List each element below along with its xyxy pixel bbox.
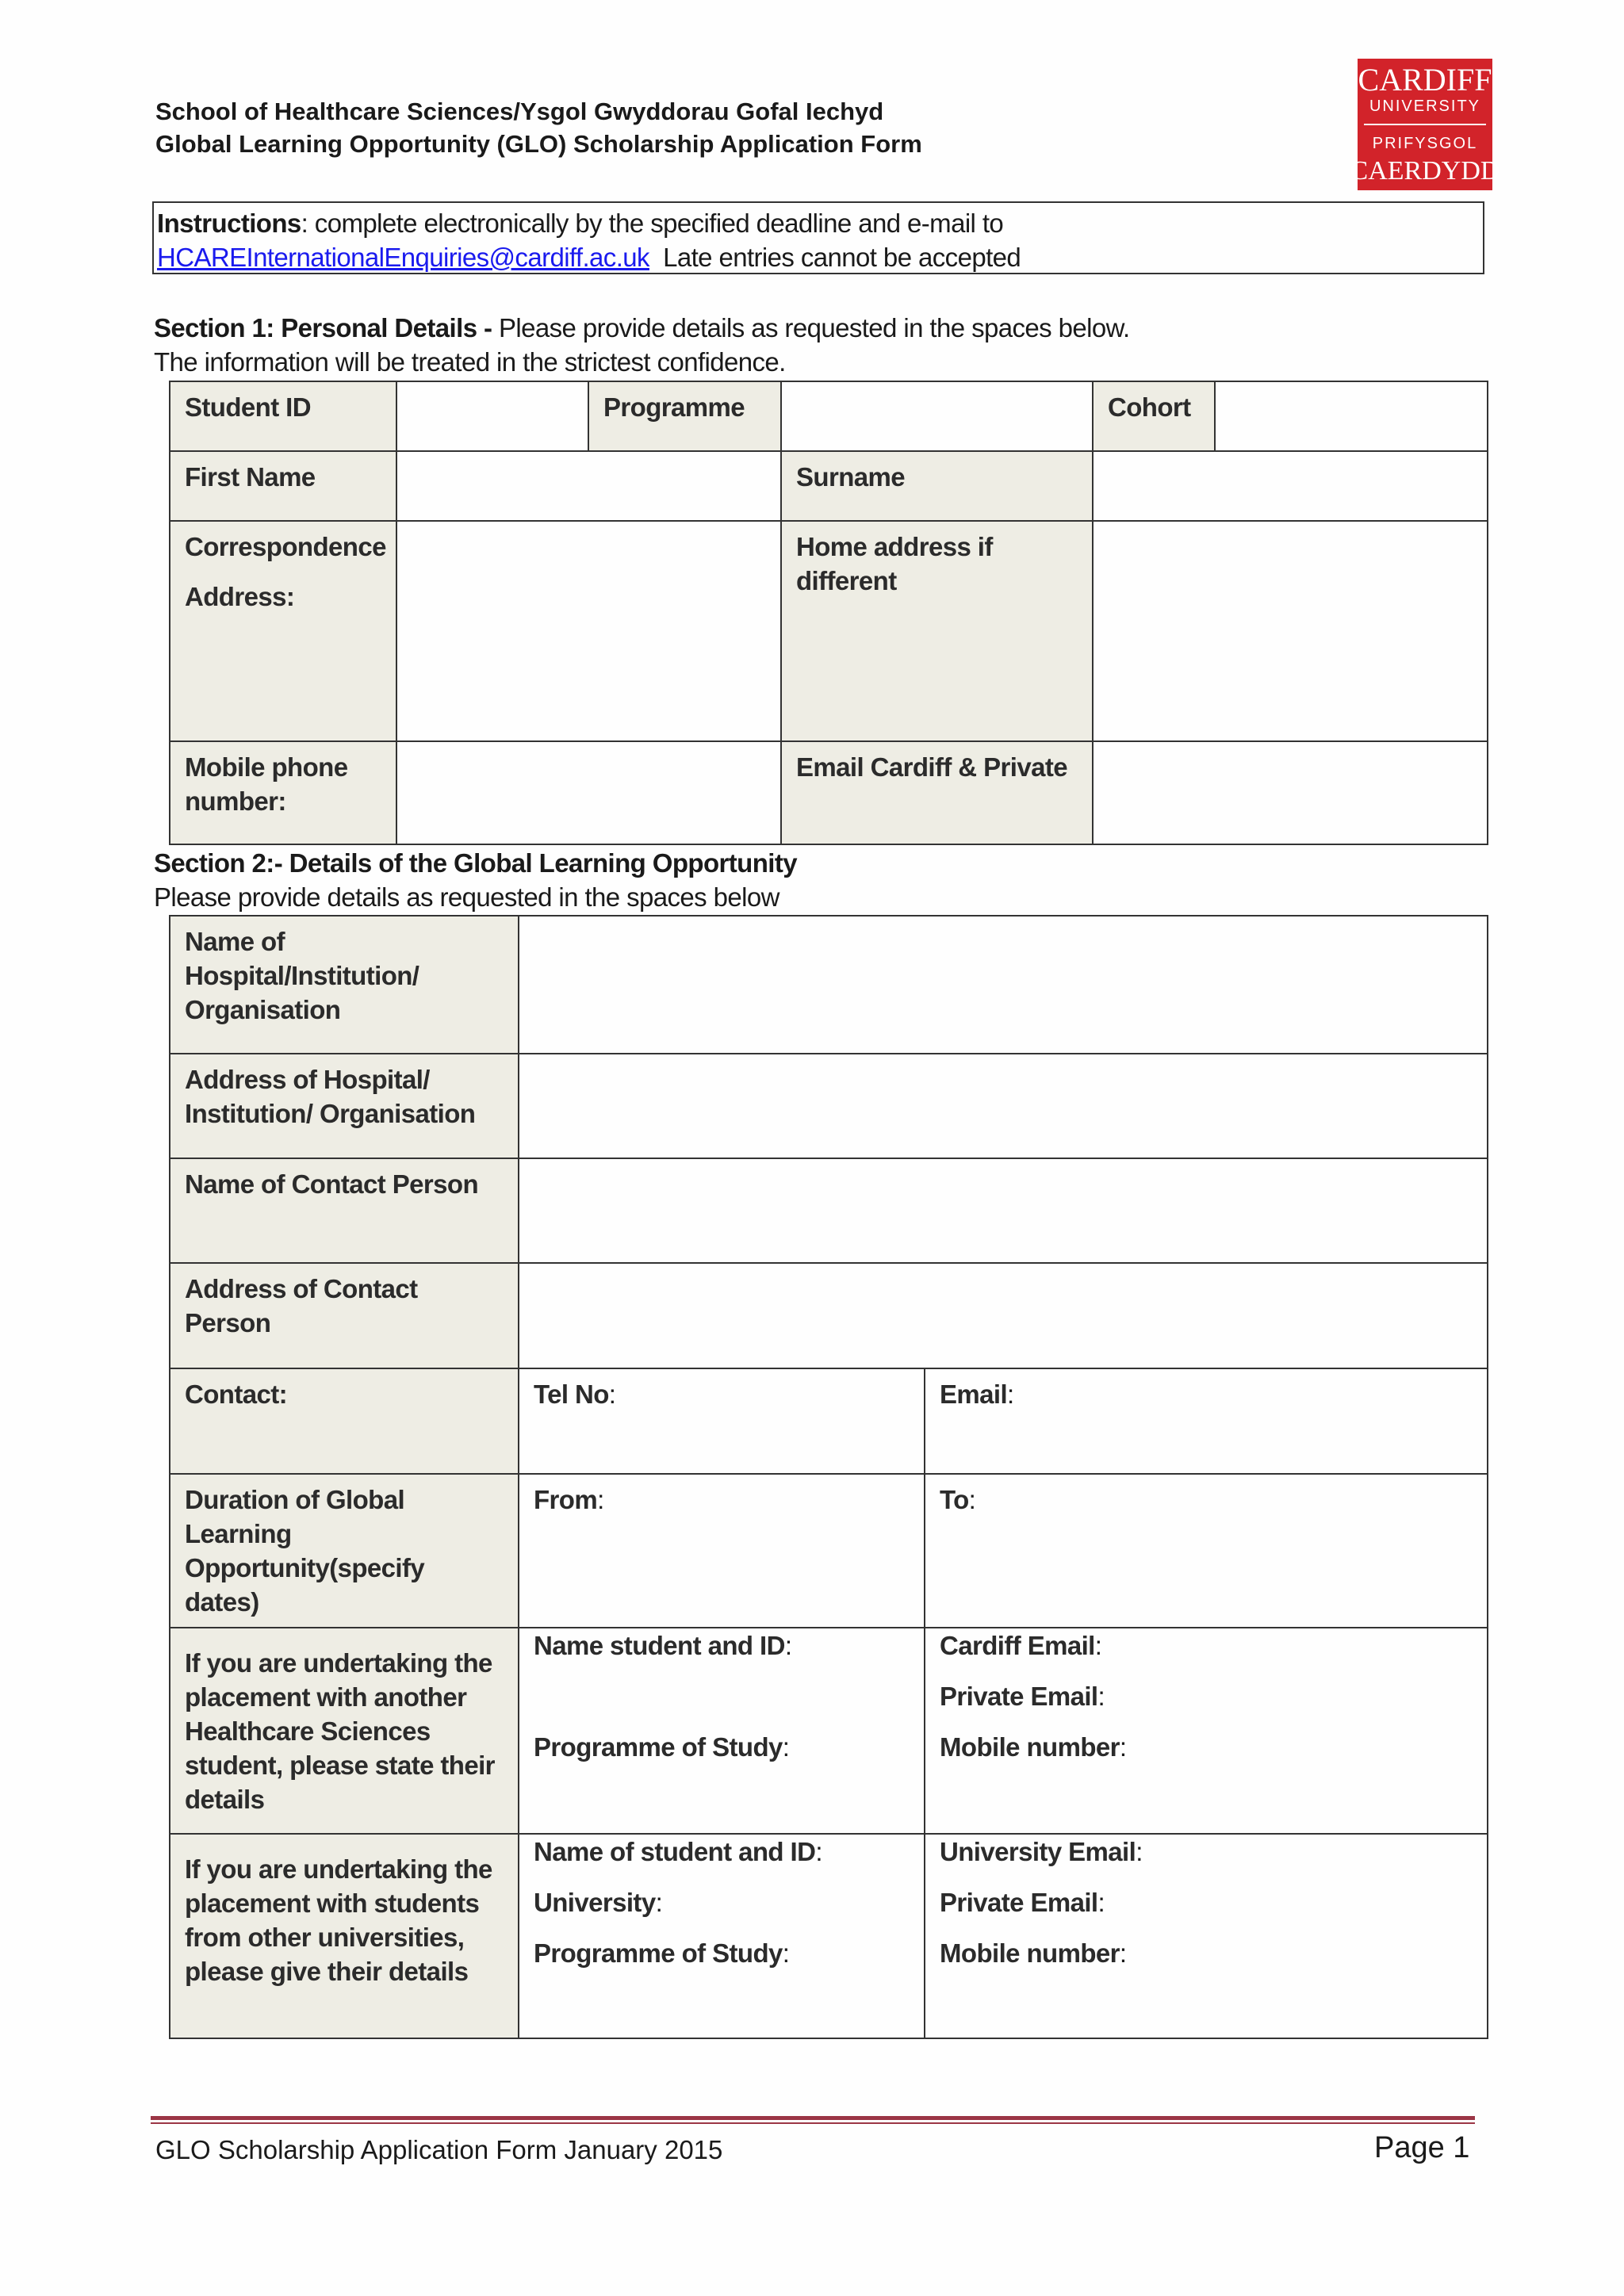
contact-person-address-label: Address of Contact Person	[170, 1263, 519, 1368]
mobile-number-label: Mobile number	[940, 1732, 1120, 1762]
organisation-address-label: Address of Hospital/ Institution/ Organisation	[170, 1054, 519, 1158]
other-university-label: If you are undertaking the placement with students from other universities, please give their details	[170, 1834, 519, 2038]
surname-label: Surname	[781, 451, 1093, 521]
school-title: School of Healthcare Sciences/Ysgol Gwyddorau Gofal Iechyd	[155, 98, 884, 125]
tel-no-label: Tel No	[534, 1380, 609, 1409]
organisation-address-field[interactable]	[519, 1054, 1488, 1158]
student-id-field[interactable]	[396, 381, 588, 451]
duration-label: Duration of Global Learning Opportunity(specify dates)	[170, 1474, 519, 1628]
footer-rule	[151, 2116, 1475, 2120]
footer-form-name: GLO Scholarship Application Form January 2015	[155, 2135, 723, 2164]
organisation-name-label: Name of Hospital/Institution/ Organisation	[170, 916, 519, 1054]
cohort-label: Cohort	[1093, 381, 1215, 451]
first-name-label: First Name	[170, 451, 396, 521]
colon: :	[655, 1888, 663, 1917]
section2-title: Section 2:- Details of the Global Learning Opportunity	[154, 848, 797, 878]
svg-text:UNIVERSITY: UNIVERSITY	[1369, 98, 1481, 115]
contact-person-name-field[interactable]	[519, 1158, 1488, 1263]
cardiff-email-label: Cardiff Email	[940, 1631, 1095, 1660]
colon: :	[1097, 1682, 1105, 1711]
colon: :	[784, 1631, 792, 1660]
form-title: Global Learning Opportunity (GLO) Scholarship Application Form	[155, 130, 922, 158]
enquiries-email-link[interactable]: HCAREInternationalEnquiries@cardiff.ac.uk	[157, 243, 649, 272]
colon: :	[597, 1485, 604, 1514]
instructions-box	[152, 201, 1484, 274]
global-learning-table	[169, 915, 1488, 2039]
university-email-label: University Email	[940, 1837, 1136, 1866]
contact-label: Contact:	[170, 1368, 519, 1474]
section1-title: Section 1: Personal Details -	[154, 313, 499, 342]
hcs-student-details-field[interactable]	[519, 1628, 925, 1834]
contact-email-field[interactable]	[925, 1368, 1488, 1474]
contact-person-name-label: Name of Contact Person	[170, 1158, 519, 1263]
from-label: From	[534, 1485, 598, 1514]
name-student-id-label: Name student and ID	[534, 1631, 785, 1660]
organisation-name-field[interactable]	[519, 916, 1488, 1054]
home-address-label: Home address if different	[781, 521, 1093, 741]
programme-of-study-label: Programme of Study	[534, 1732, 783, 1762]
correspondence-label-line2: Address:	[185, 582, 295, 611]
document-header	[155, 95, 922, 160]
email-label: Email	[940, 1380, 1008, 1409]
correspondence-label-line1: Correspondence	[185, 532, 386, 561]
page-number: Page 1	[1374, 2131, 1470, 2164]
to-label: To	[940, 1485, 969, 1514]
late-entries-note: Late entries cannot be accepted	[649, 243, 1021, 272]
colon: :	[1094, 1631, 1102, 1660]
tel-no-field[interactable]	[519, 1368, 925, 1474]
private-email-label: Private Email	[940, 1888, 1098, 1917]
colon: :	[1007, 1380, 1014, 1409]
section2-desc: Please provide details as requested in the spaces below	[154, 882, 779, 912]
home-address-field[interactable]	[1093, 521, 1488, 741]
from-date-field[interactable]	[519, 1474, 925, 1628]
private-email-label: Private Email	[940, 1682, 1098, 1711]
section2-heading	[154, 846, 797, 914]
colon: :	[1119, 1732, 1127, 1762]
section1-heading	[154, 311, 1130, 379]
personal-details-table	[169, 381, 1488, 845]
contact-person-address-field[interactable]	[519, 1263, 1488, 1368]
svg-text:PRIFYSGOL: PRIFYSGOL	[1372, 135, 1478, 152]
hcs-student-contact-field[interactable]	[925, 1628, 1488, 1834]
correspondence-address-field[interactable]	[396, 521, 781, 741]
colon: :	[968, 1485, 976, 1514]
section1-confidentiality: The information will be treated in the strictest confidence.	[154, 347, 786, 377]
svg-text:CAERDYDD: CAERDYDD	[1350, 156, 1500, 186]
colon: :	[1119, 1938, 1127, 1968]
first-name-field[interactable]	[396, 451, 781, 521]
email-cardiff-private-field[interactable]	[1093, 741, 1488, 844]
correspondence-address-label	[170, 521, 396, 741]
other-university-student-field[interactable]	[519, 1834, 925, 2038]
other-university-contact-field[interactable]	[925, 1834, 1488, 2038]
instructions-label: Instructions	[157, 209, 301, 238]
cohort-field[interactable]	[1215, 381, 1488, 451]
programme-field[interactable]	[781, 381, 1093, 451]
colon: :	[782, 1732, 790, 1762]
name-of-student-id-label: Name of student and ID	[534, 1837, 816, 1866]
cardiff-university-logo	[1350, 59, 1500, 190]
colon: :	[1136, 1837, 1143, 1866]
university-label: University	[534, 1888, 656, 1917]
mobile-number-label: Mobile number	[940, 1938, 1120, 1968]
mobile-phone-label: Mobile phone number:	[170, 741, 396, 844]
colon: :	[815, 1837, 822, 1866]
programme-of-study-label: Programme of Study	[534, 1938, 783, 1968]
colon: :	[782, 1938, 790, 1968]
hcs-student-label: If you are undertaking the placement with another Healthcare Sciences student, please state their details	[170, 1628, 519, 1834]
student-id-label: Student ID	[170, 381, 396, 451]
section1-desc: Please provide details as requested in the spaces below.	[498, 313, 1130, 342]
surname-field[interactable]	[1093, 451, 1488, 521]
programme-label: Programme	[588, 381, 781, 451]
colon: :	[608, 1380, 616, 1409]
instructions-text: : complete electronically by the specified deadline and e-mail to	[301, 209, 1004, 238]
footer-rule-thin	[151, 2122, 1475, 2124]
mobile-phone-field[interactable]	[396, 741, 781, 844]
svg-text:CARDIFF: CARDIFF	[1358, 62, 1492, 98]
to-date-field[interactable]	[925, 1474, 1488, 1628]
colon: :	[1097, 1888, 1105, 1917]
email-cardiff-private-label: Email Cardiff & Private	[781, 741, 1093, 844]
